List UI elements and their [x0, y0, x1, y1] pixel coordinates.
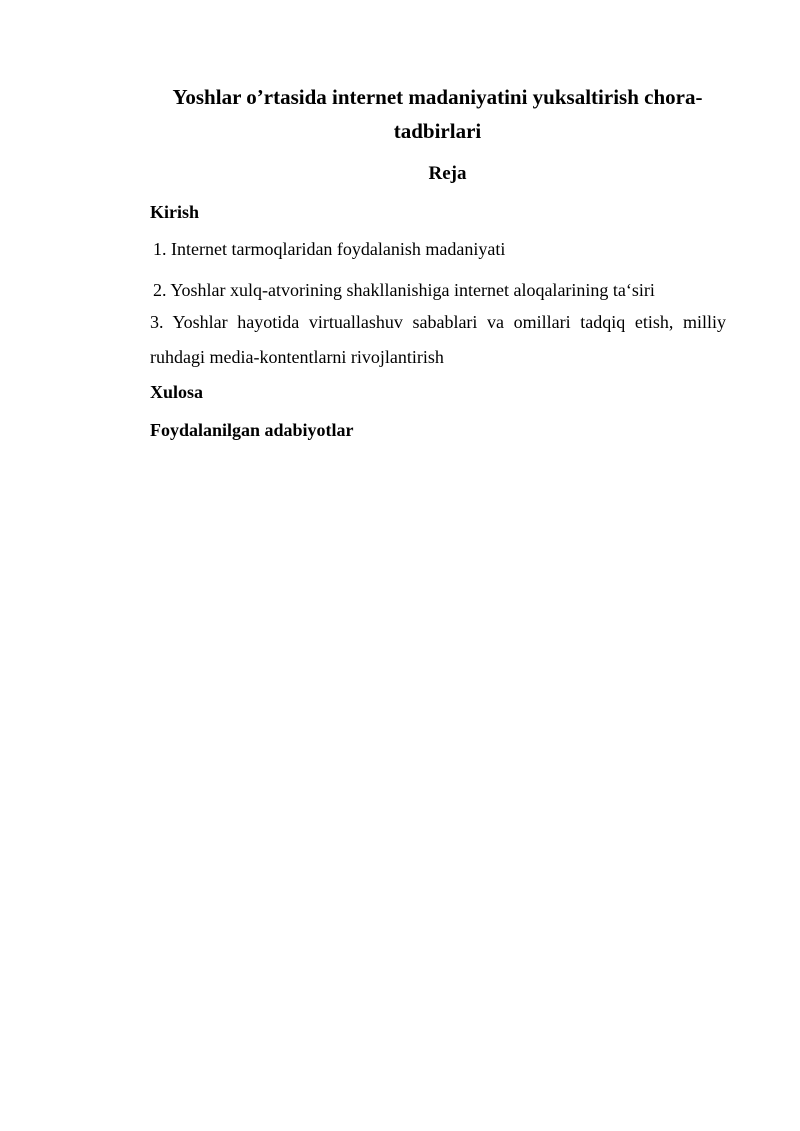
plan-item-2: 2. Yoshlar xulq-atvorining shakllanishiga internet aloqalarining ta‘siri — [153, 280, 655, 300]
plan-item-3 — [150, 305, 726, 375]
intro-heading: Kirish — [150, 202, 200, 222]
plan-heading: Reja — [428, 163, 467, 184]
plan-item-1: 1. Internet tarmoqlaridan foydalanish madaniyati — [153, 239, 506, 259]
title-line-1: Yoshlar o’rtasida internet madaniyatini yuksaltirish chora- — [172, 85, 703, 109]
title-line-2: tadbirlari — [393, 119, 482, 143]
references-heading: Foydalanilgan adabiyotlar — [150, 420, 354, 440]
plan-item-3-line-2: ruhdagi media-kontentlarni rivojlantirish — [150, 347, 444, 367]
plan-item-3-line-1: 3. Yoshlar hayotida virtuallashuv sabablari va omillari tadqiq etish, milliy — [150, 312, 726, 332]
conclusion-heading: Xulosa — [150, 382, 204, 402]
document-title — [150, 80, 725, 148]
